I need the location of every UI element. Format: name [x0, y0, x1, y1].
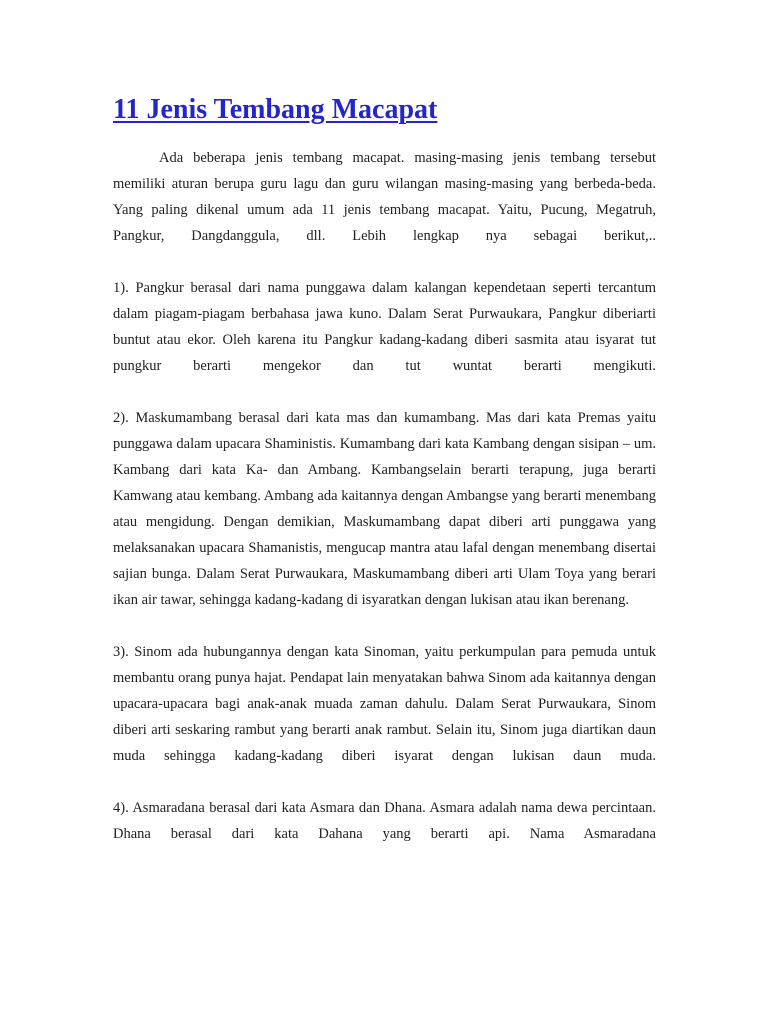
paragraph-maskumambang: 2). Maskumambang berasal dari kata mas dan kumambang. Mas dari kata Premas yaitu punggawa dalam upacara Shaministis. Kumambang dari kata Kambang dengan sisipan – um. Kambang dari kata Ka- dan Ambang. Kambangselain berarti terapung, juga berarti Kamwang atau kembang. Ambang ada kaitannya dengan Ambangse yang berarti menembang atau mengidung. Dengan demikian, Maskumambang dapat diberi arti punggawa yang melaksanakan upacara Shamanistis, mengucap mantra atau lafal dengan menembang disertai sajian bunga. Dalam Serat Purwaukara, Maskumambang diberi arti Ulam Toya yang berari ikan air tawar, sehingga kadang-kadang di isyaratkan dengan lukisan atau ikan berenang. [113, 410, 656, 608]
paragraph-asmaradana: 4). Asmaradana berasal dari kata Asmara dan Dhana. Asmara adalah nama dewa percintaan. Dhana berasal dari kata Dahana yang berarti api. Nama Asmaradana [113, 800, 656, 842]
paragraph-gap [113, 379, 656, 405]
document-title[interactable]: 11 Jenis Tembang Macapat [113, 94, 438, 125]
paragraph-gap [113, 249, 656, 275]
paragraph-pangkur: 1). Pangkur berasal dari nama punggawa dalam kalangan kependetaan seperti tercantum dalam piagam-piagam berbahasa jawa kuno. Dalam Serat Purwaukara, Pangkur diberiarti buntut atau ekor. Oleh karena itu Pangkur kadang-kadang diberi sasmita atau isyarat tut pungkur berarti mengekor dan tut wuntat berarti mengikuti. [113, 280, 656, 374]
paragraph-intro: Ada beberapa jenis tembang macapat. masing-masing jenis tembang tersebut memiliki aturan berupa guru lagu dan guru wilangan masing-masing yang berbeda-beda. Yang paling dikenal umum ada 11 jenis tembang macapat. Yaitu, Pucung, Megatruh, Pangkur, Dangdanggula, dll. Lebih lengkap nya sebagai berikut,.. [113, 150, 656, 244]
paragraph-gap [113, 613, 656, 639]
paragraph-gap [113, 769, 656, 795]
paragraph-sinom: 3). Sinom ada hubungannya dengan kata Sinoman, yaitu perkumpulan para pemuda untuk membantu orang punya hajat. Pendapat lain menyatakan bahwa Sinom ada kaitannya dengan upacara-upacara bagi anak-anak muada zaman dahulu. Dalam Serat Purwaukara, Sinom diberi arti seskaring rambut yang berarti anak rambut. Selain itu, Sinom juga diartikan daun muda sehingga kadang-kadang diberi isyarat dengan lukisan daun muda. [113, 644, 656, 764]
document-page [113, 92, 656, 847]
